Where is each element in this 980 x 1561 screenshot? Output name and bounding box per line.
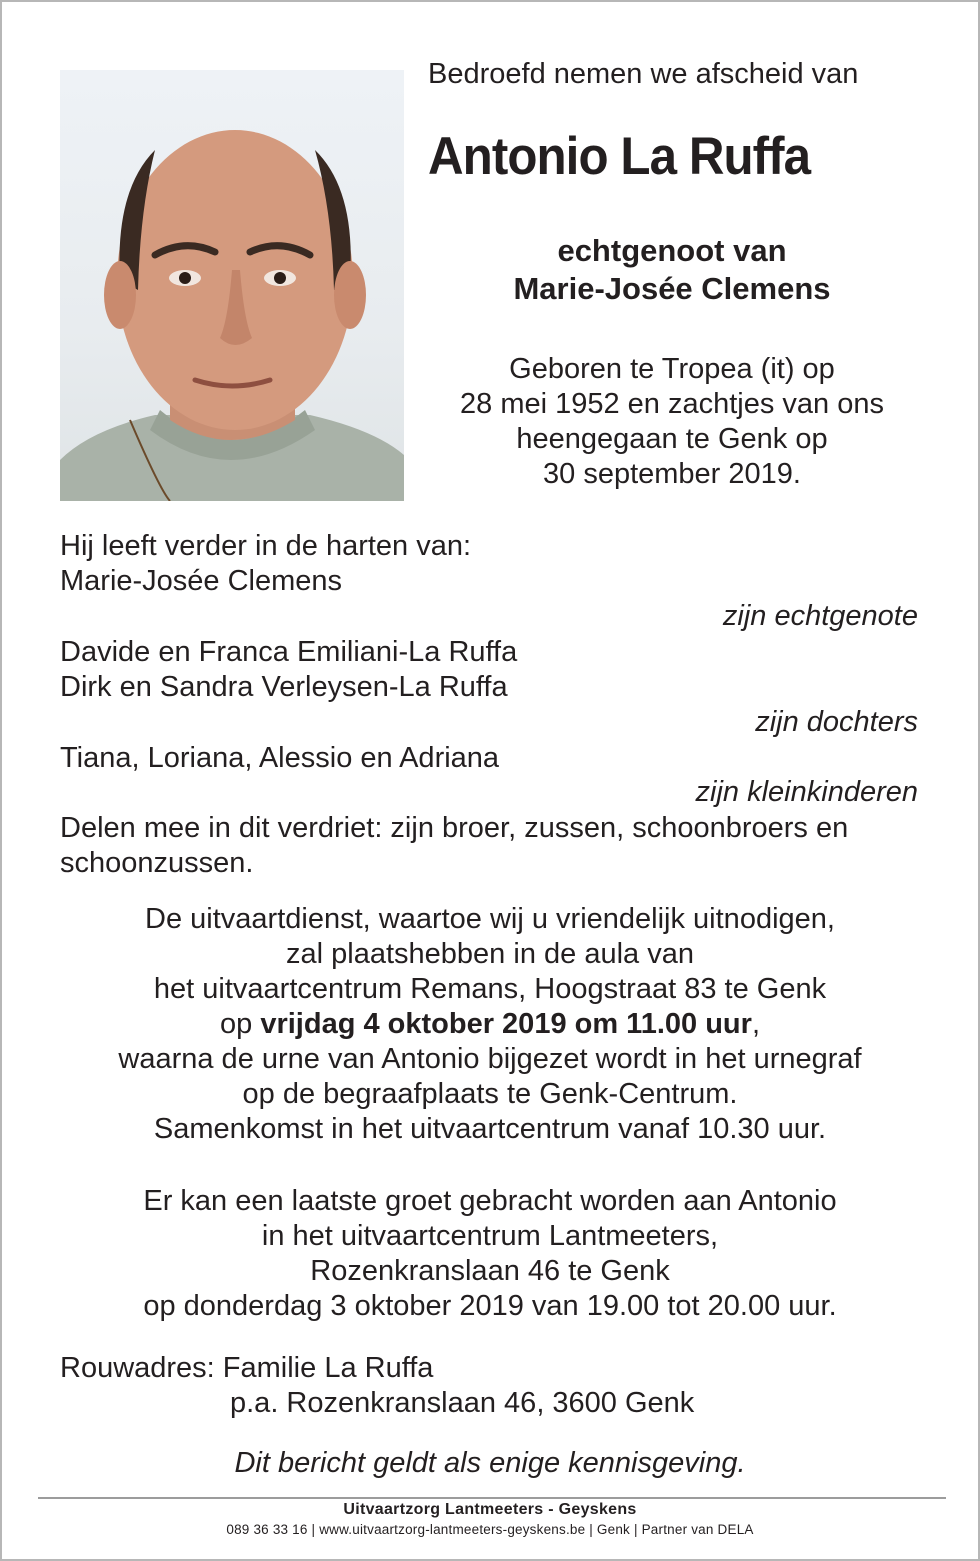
service-line: op de begraafplaats te Genk-Centrum. [242,1078,738,1110]
spouse-line-1: echtgenoot van [557,233,787,268]
service-prefix: op [220,1008,261,1040]
visitation-line: Rozenkranslaan 46 te Genk [310,1255,670,1287]
address-line-2: p.a. Rozenkranslaan 46, 3600 Genk [230,1387,695,1419]
service-line: De uitvaartdienst, waartoe wij u vriendelijk uitnodigen, [145,903,835,935]
address-line-1: Rouwadres: Familie La Ruffa [60,1352,434,1384]
service-line: zal plaatshebben in de aula van [286,938,694,970]
spouse-line-2: Marie-Josée Clemens [513,271,831,306]
service-suffix: , [751,1008,760,1040]
intro-text: Bedroefd nemen we afscheid van [428,58,859,90]
family-spouse-name: Marie-Josée Clemens [60,565,343,597]
family-others-line-2: schoonzussen. [60,847,254,879]
family-intro: Hij leeft verder in de harten van: [60,530,472,562]
footer-company: Uitvaartzorg Lantmeeters - Geyskens [343,1501,637,1518]
visitation-line: Er kan een laatste groet gebracht worden aan Antonio [143,1185,837,1217]
footer-divider [38,1497,946,1499]
spouse-block [422,232,922,308]
family-grandchildren: Tiana, Loriana, Alessio en Adriana [60,742,500,774]
family-others-line-1: Delen mee in dit verdriet: zijn broer, zussen, schoonbroers en [60,812,849,844]
service-datetime: vrijdag 4 oktober 2019 om 11.00 uur [260,1008,752,1040]
family-daughter-1: Davide en Franca Emiliani-La Ruffa [60,636,518,668]
footer-info: 089 36 33 16 | www.uitvaartzorg-lantmeeters-geyskens.be | Genk | Partner van DELA [226,1522,754,1537]
service-line: het uitvaartcentrum Remans, Hoogstraat 83 te Genk [153,973,827,1005]
portrait-illustration [60,70,404,501]
service-line: waarna de urne van Antonio bijgezet wordt in het urnegraf [118,1043,862,1075]
deceased-name: Antonio La Ruffa [428,127,811,186]
portrait-photo [60,70,404,501]
visitation-line: in het uitvaartcentrum Lantmeeters, [261,1220,719,1252]
service-line: Samenkomst in het uitvaartcentrum vanaf 10.30 uur. [153,1113,827,1145]
birth-death-line: heengegaan te Genk op [516,423,828,455]
visitation-block [32,1184,948,1324]
visitation-line: op donderdag 3 oktober 2019 van 19.00 tot 20.00 uur. [143,1290,837,1322]
family-daughter-2: Dirk en Sandra Verleysen-La Ruffa [60,671,508,703]
notice-text: Dit bericht geldt als enige kennisgeving. [234,1447,746,1479]
family-grandchildren-role: zijn kleinkinderen [695,776,918,808]
birth-death-block [422,352,922,492]
birth-death-line: 28 mei 1952 en zachtjes van ons [460,388,884,420]
family-daughters-role: zijn dochters [755,706,918,738]
family-spouse-role: zijn echtgenote [722,600,918,632]
service-datetime-line [32,1007,948,1042]
birth-death-line: 30 september 2019. [543,458,801,490]
service-block [32,902,948,1147]
birth-death-line: Geboren te Tropea (it) op [509,353,835,385]
